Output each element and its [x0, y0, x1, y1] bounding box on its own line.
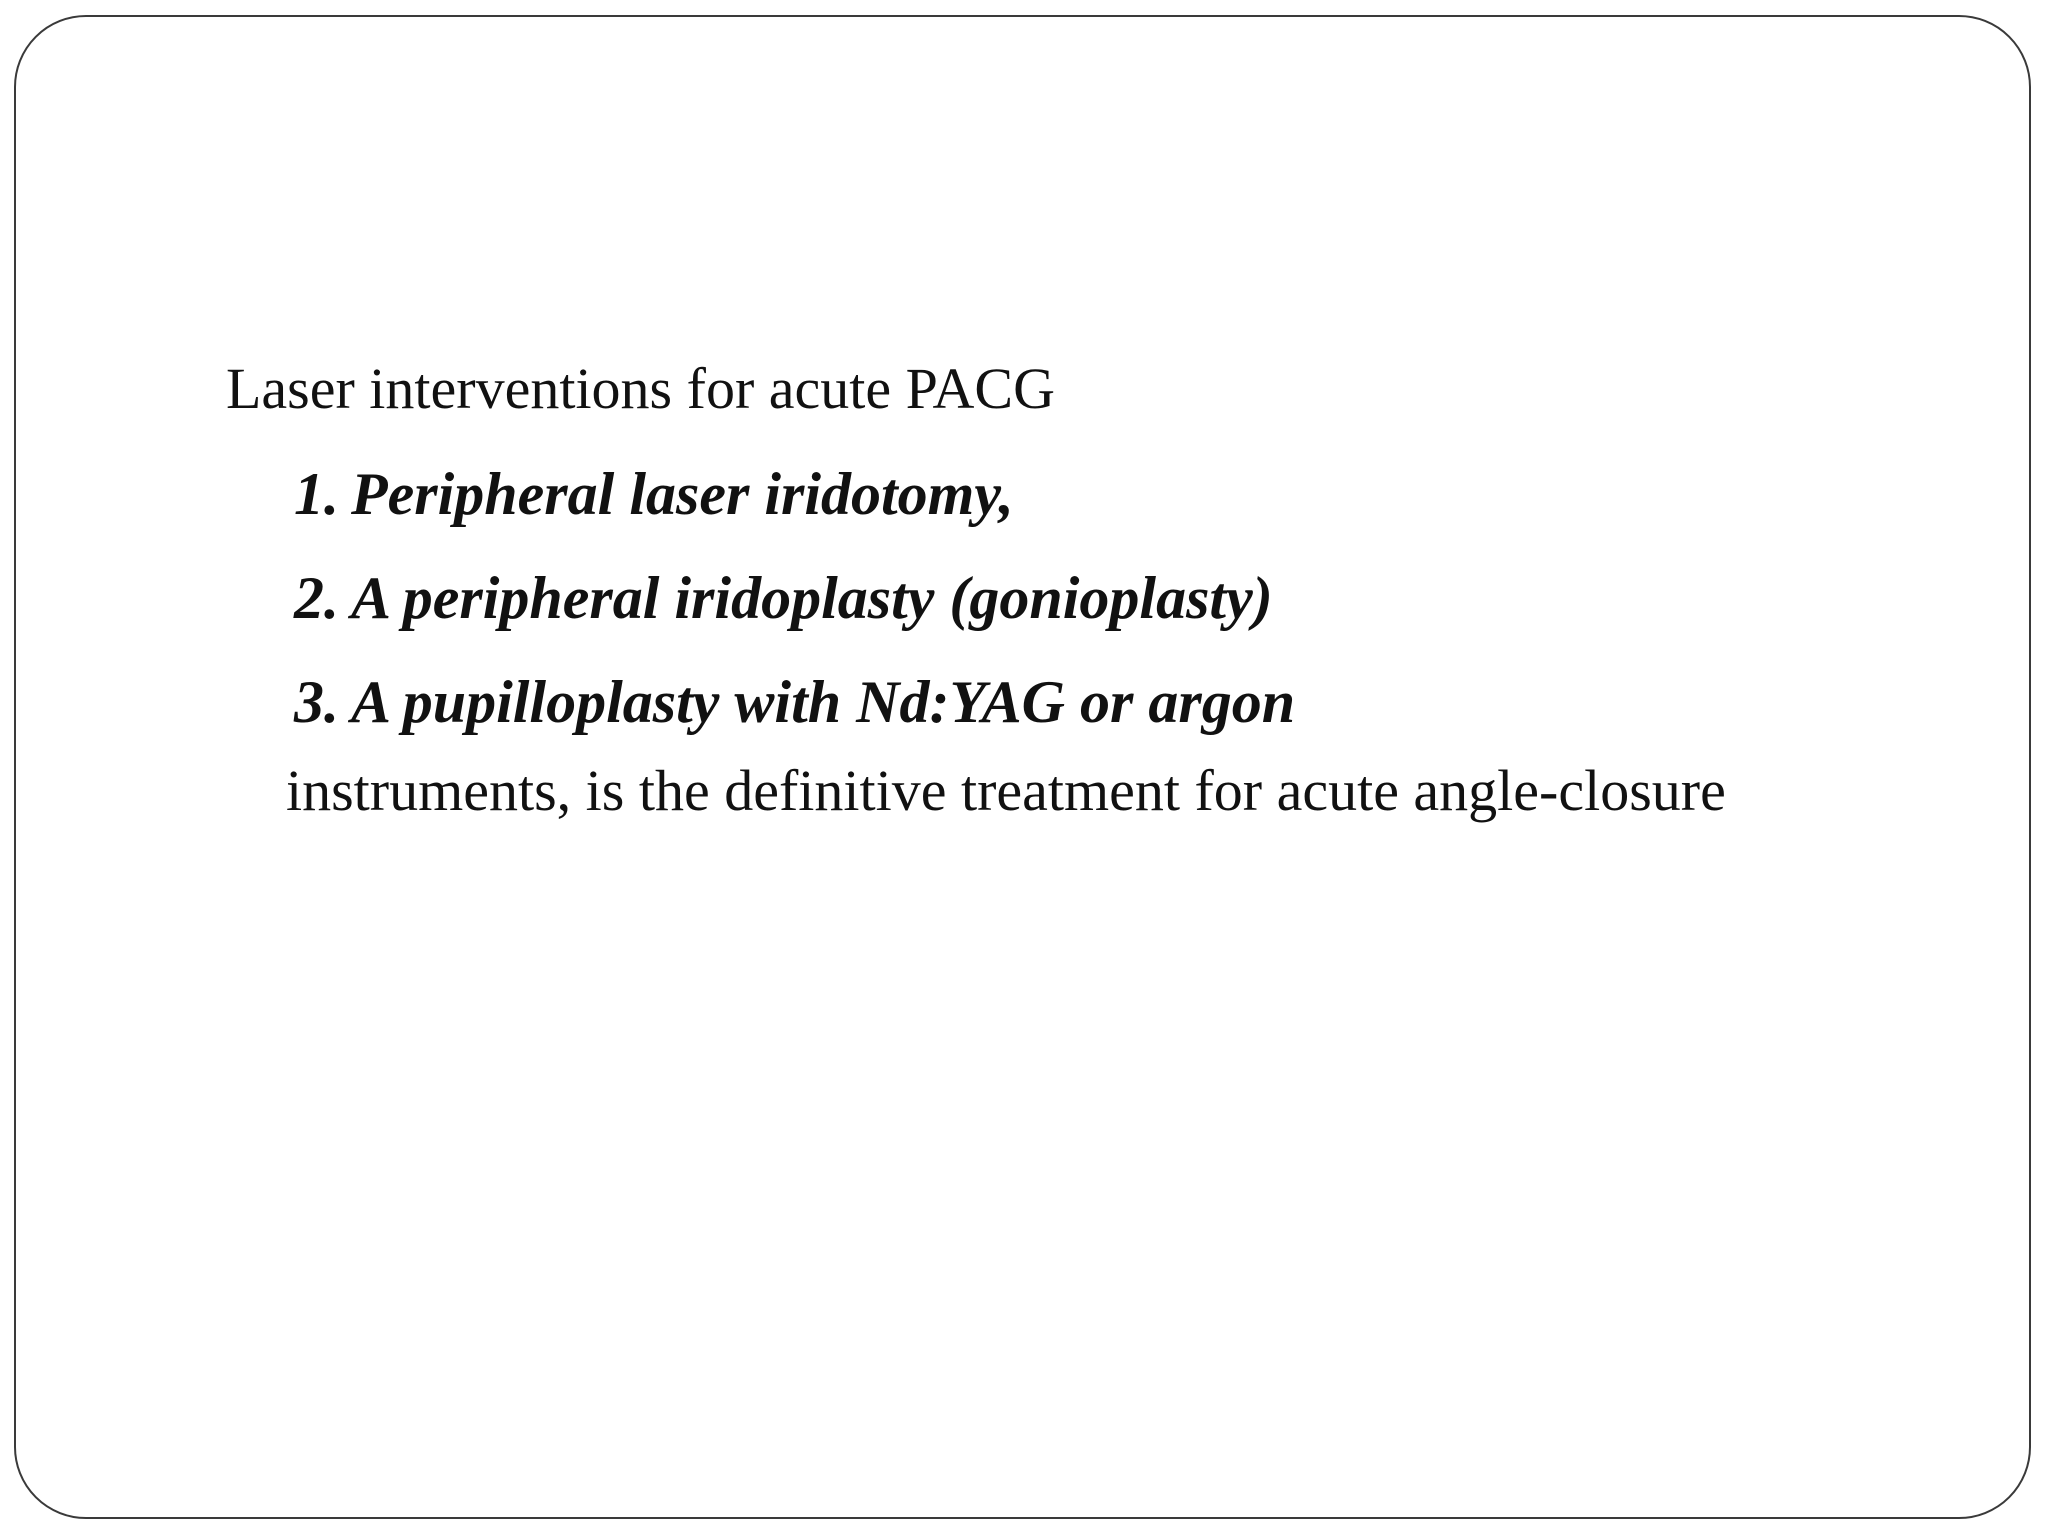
- item-number: 3.: [294, 669, 339, 735]
- item-number: 1.: [294, 461, 339, 527]
- item-text: A peripheral iridoplasty (gonioplasty): [351, 565, 1273, 631]
- list-item: [294, 458, 1846, 530]
- intervention-list: [226, 458, 1846, 738]
- item-text: A pupilloplasty with Nd:YAG or argon: [351, 669, 1296, 735]
- list-item: [294, 666, 1846, 738]
- continuation-text: instruments, is the definitive treatment for acute angle-closure: [286, 758, 1726, 823]
- item-text: Peripheral laser iridotomy,: [351, 461, 1014, 527]
- list-item: [294, 562, 1846, 634]
- item-number: 2.: [294, 565, 339, 631]
- slide-content: [226, 350, 1846, 834]
- intro-text: Laser interventions for acute PACG: [226, 356, 1055, 421]
